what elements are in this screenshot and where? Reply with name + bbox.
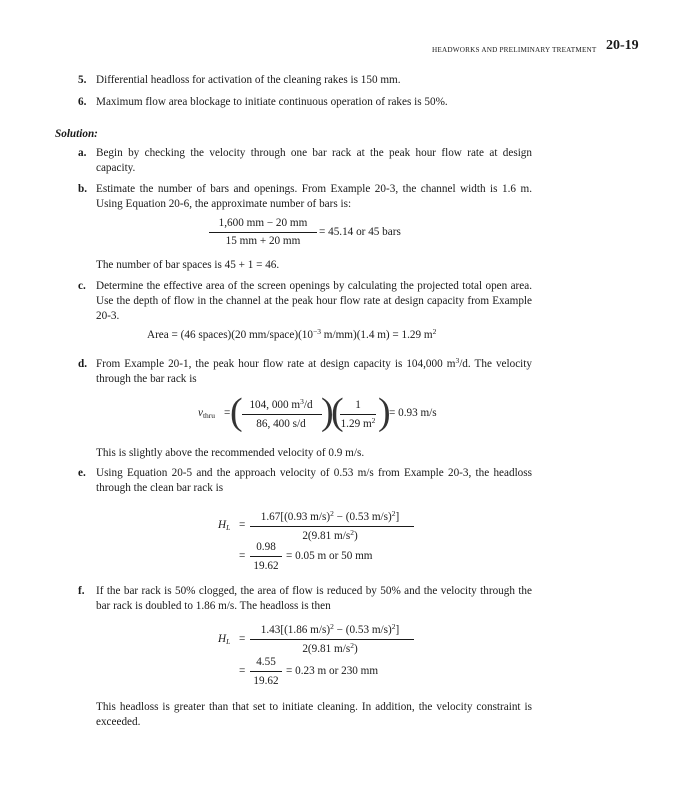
- eq-e-denominator: 2(9.81 $m/s^2$): [302, 528, 358, 542]
- paren-right: ): [378, 391, 391, 433]
- item-text: Maximum flow area blockage to initiate continuous operation of rakes is 50%.: [96, 96, 448, 108]
- step-text-d: From Example 20-1, the peak hour flow rate at design capacity is 104,000 $m^3/d$. The velocity through the bar rack is: [96, 356, 532, 385]
- paren-left: (: [230, 391, 243, 433]
- step-text-a: Begin by checking the velocity through one bar rack at the peak hour flow rate at design capacity.: [96, 147, 532, 174]
- eq-e-result: = 0.05 m or 50 mm: [286, 550, 373, 562]
- step-label-b: b.: [78, 183, 88, 195]
- item-number: 6.: [78, 96, 87, 108]
- eq-f-l2-num: 4.55: [256, 656, 276, 668]
- fraction-bar: [209, 232, 317, 233]
- eq-d-lhs: $v_{thru}$: [198, 407, 216, 420]
- running-title: HEADWORKS AND PRELIMINARY TREATMENT: [432, 46, 597, 54]
- eq-d-f2-den: 1.29 $m^2$: [340, 416, 376, 430]
- step-label-f: f.: [78, 585, 85, 597]
- step-label-e: e.: [78, 467, 86, 479]
- step-d-after: This is slightly above the recommended velocity of 0.9 m/s.: [96, 447, 365, 459]
- page-number: 20-19: [606, 38, 639, 53]
- step-text-b: Estimate the number of bars and openings. From Example 20-3, the channel width is 1.6 m. Using Equation 20-6, the approximate number of bars is:: [96, 183, 532, 210]
- eq-d-f1-num: 104, 000 $m^3/d$: [249, 397, 313, 411]
- item-number: 5.: [78, 74, 87, 86]
- step-text-f: If the bar rack is 50% clogged, the area of flow is reduced by 50% and the velocity through the bar rack is doubled to 1.86 m/s. The headloss is then: [96, 585, 532, 612]
- eq-e-l2-den: 19.62: [253, 560, 279, 572]
- paren-right: ): [321, 391, 334, 433]
- solution-heading: Solution:: [55, 128, 98, 140]
- eq-e-lhs: $H_L$: [218, 519, 231, 532]
- step-label-c: c.: [78, 280, 86, 292]
- eq-d-f1-den: 86, 400 s/d: [256, 418, 306, 430]
- fraction-bar: [250, 639, 414, 640]
- item-text: Differential headloss for activation of the cleaning rakes is 150 mm.: [96, 74, 401, 86]
- step-text-e: Using Equation 20-5 and the approach velocity of 0.53 m/s from Example 20-3, the headloss through the clean bar rack is: [96, 467, 532, 494]
- fraction-bar: [250, 671, 282, 672]
- eq-e-numerator: 1.67[(0.93 m/s)$^2$ − (0.53 m/s)$^2$]: [260, 509, 400, 523]
- step-text-c: Determine the effective area of the screen openings by calculating the projected total open area. Use the depth of flow in the channel at the peak hour flow rate at design capacity from Example 20-3.: [96, 280, 532, 322]
- fraction-bar: [250, 556, 282, 557]
- step-b-after: The number of bar spaces is 45 + 1 = 46.: [96, 259, 280, 271]
- eq-c-area: Area = (46 spaces)(20 $mm/space)(10^{-3}$ m/mm)(1.4 m) = 1.29 $m^2$: [147, 327, 437, 341]
- fraction-bar: [250, 526, 414, 527]
- eq-f-numerator: 1.43[(1.86 m/s)$^2$ − (0.53 m/s)$^2$]: [260, 622, 400, 636]
- eq-b-numerator: 1,600 mm − 20 mm: [218, 217, 308, 229]
- eq-e-sign2: =: [239, 550, 246, 562]
- eq-f-result: = 0.23 m or 230 mm: [286, 665, 379, 677]
- eq-f-sign: =: [239, 633, 246, 645]
- eq-f-l2-den: 19.62: [253, 675, 279, 687]
- eq-d-f2-num: 1: [355, 399, 361, 411]
- eq-e-l2-num: 0.98: [256, 541, 276, 553]
- step-f-after: This headloss is greater than that set to initiate cleaning. In addition, the velocity constraint is exceeded.: [96, 701, 532, 728]
- fraction-bar: [242, 414, 322, 415]
- eq-d-result: = 0.93 m/s: [389, 407, 437, 419]
- eq-f-denominator: 2(9.81 $m/s^2$): [302, 641, 358, 655]
- eq-b-result: = 45.14 or 45 bars: [319, 226, 401, 238]
- eq-d-sign: =: [224, 407, 231, 419]
- eq-b-denominator: 15 mm + 20 mm: [225, 235, 301, 247]
- step-label-a: a.: [78, 147, 87, 159]
- eq-e-sign: =: [239, 519, 246, 531]
- step-label-d: d.: [78, 358, 88, 370]
- paren-left: (: [331, 391, 344, 433]
- fraction-bar: [340, 414, 376, 415]
- eq-f-sign2: =: [239, 665, 246, 677]
- eq-f-lhs: $H_L$: [218, 633, 231, 646]
